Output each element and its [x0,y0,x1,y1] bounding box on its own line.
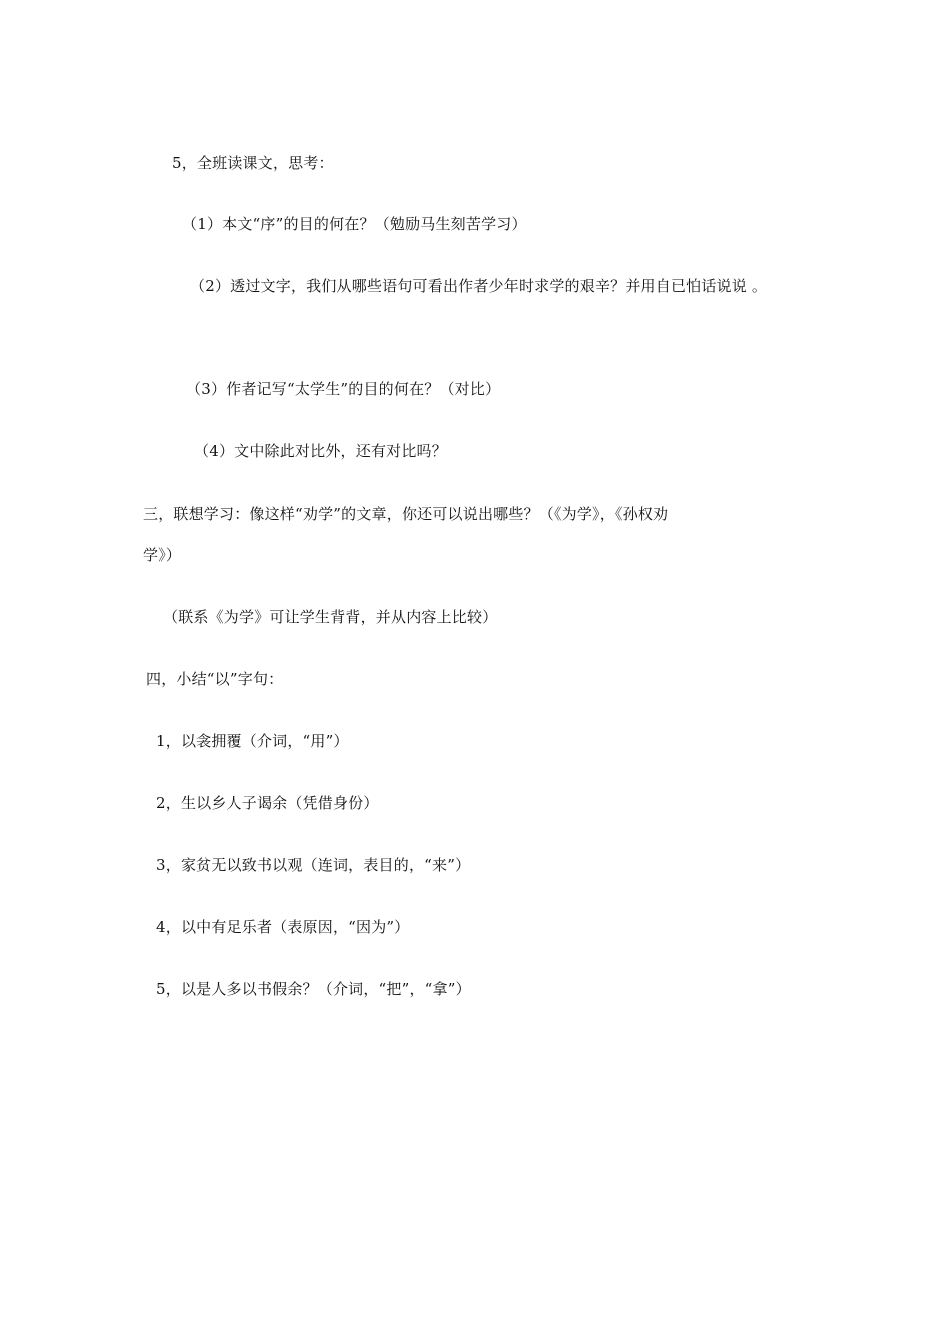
section-3-heading-continued: 学》） [143,546,182,564]
sub-question-3: （3）作者记写“太学生”的目的何在？（对比） [186,380,501,398]
example-1: 1，以衾拥覆（介词，“用”） [156,732,349,750]
section-4-heading: 四，小结“以”字句： [146,670,284,688]
question-5-heading: 5，全班读课文，思考： [172,154,334,172]
section-3-note: （联系《为学》可让学生背背，并从内容上比较） [163,608,498,626]
example-2: 2，生以乡人子谒余（凭借身份） [156,794,379,812]
example-5: 5，以是人多以书假余？（介词，“把”，“拿”） [156,980,471,998]
sub-question-4: （4）文中除此对比外，还有对比吗？ [194,442,447,460]
sub-question-2: （2）透过文字，我们从哪些语句可看出作者少年时求学的艰辛？并用自已怕话说说 。 [190,277,768,295]
sub-question-1: （1）本文“序”的目的何在？（勉励马生刻苦学习） [182,215,527,233]
example-4: 4，以中有足乐者（表原因，“因为”） [156,918,410,936]
example-3: 3，家贫无以致书以观（连词，表目的，“来”） [156,856,471,874]
section-3-heading: 三，联想学习：像这样“劝学”的文章，你还可以说出哪些？（《为学》，《孙权劝 [143,505,669,523]
